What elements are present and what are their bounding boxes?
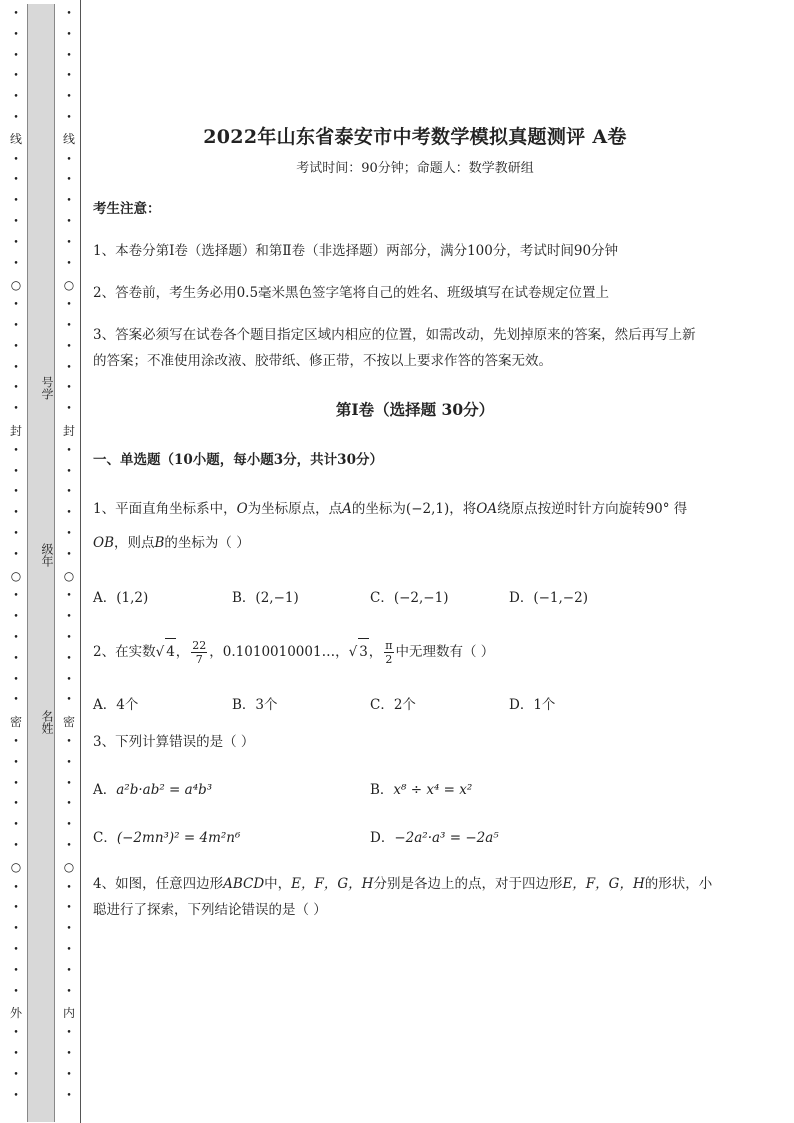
left-margin-dot: • [13, 9, 19, 19]
left-margin-dot: • [13, 986, 19, 997]
left-margin-dot: • [13, 778, 19, 789]
left-margin-marker: 封 [9, 424, 22, 438]
right-margin-dot: • [66, 674, 72, 685]
right-margin-dot: • [66, 217, 72, 227]
right-margin-dot: • [66, 445, 72, 456]
right-margin-dot: • [66, 154, 72, 165]
q2-option-b[interactable]: B．3个 [232, 697, 278, 713]
left-margin-dot: • [13, 508, 19, 519]
left-margin-marker: ○ [10, 860, 22, 874]
q3-option-d[interactable]: D．−2a²·a³ = −2a⁵ [370, 830, 499, 846]
left-margin-dot: • [13, 92, 19, 103]
left-margin-dot: • [13, 50, 19, 61]
q2-option-a[interactable]: A．4个 [93, 697, 139, 713]
left-margin-dot: • [13, 1028, 19, 1039]
left-margin-dot: • [13, 633, 19, 643]
q4-stem-line1: 4、如图，任意四边形ABCD中，E，F，G，H分别是各边上的点，对于四边形E，F，G，H的形状，小 [93, 876, 713, 892]
right-margin-marker: 线 [62, 132, 75, 146]
right-margin-dot: • [66, 924, 72, 935]
right-margin-dot: • [66, 50, 72, 61]
right-margin-dot: • [66, 1049, 72, 1059]
left-margin-marker: ○ [10, 569, 22, 583]
right-margin-dot: • [66, 113, 72, 123]
notice-item-3-line2: 的答案；不准使用涂改液、胶带纸、修正带，不按以上要求作答的答案无效。 [93, 353, 552, 369]
right-margin-marker: ○ [63, 569, 75, 583]
right-margin-dot: • [66, 383, 72, 394]
name-label: 名姓 [40, 710, 54, 734]
left-margin-dot: • [13, 612, 19, 623]
right-margin-dot: • [66, 778, 72, 789]
q1-stem-line1: 1、平面直角坐标系中，O为坐标原点，点A的坐标为(−2,1)，将OA绕原点按逆时针方向旋转90° 得 [93, 501, 688, 517]
right-margin-dot: • [66, 92, 72, 103]
left-margin-dot: • [13, 882, 19, 893]
left-binding-dots [9, 0, 23, 1123]
right-margin-dot: • [66, 612, 72, 623]
right-margin-dot: • [66, 487, 72, 498]
left-margin-dot: • [13, 175, 19, 186]
q1-stem-line2: OB，则点B的坐标为（ ） [93, 535, 250, 551]
left-margin-dot: • [13, 695, 19, 706]
right-margin-dot: • [66, 1028, 72, 1039]
margin-divider [80, 0, 81, 1123]
left-margin-dot: • [13, 113, 19, 123]
q2-option-d[interactable]: D．1个 [509, 697, 556, 713]
left-margin-dot: • [13, 466, 19, 477]
left-margin-dot: • [13, 945, 19, 955]
right-margin-dot: • [66, 757, 72, 768]
right-margin-dot: • [66, 882, 72, 893]
left-margin-dot: • [13, 321, 19, 331]
q1-option-b[interactable]: B．(2,−1) [232, 590, 299, 606]
right-margin-dot: • [66, 945, 72, 955]
left-margin-dot: • [13, 737, 19, 747]
right-margin-dot: • [66, 321, 72, 331]
left-margin-dot: • [13, 217, 19, 227]
right-margin-dot: • [66, 529, 72, 539]
left-margin-dot: • [13, 237, 19, 248]
left-margin-dot: • [13, 924, 19, 935]
left-margin-dot: • [13, 196, 19, 207]
right-margin-dot: • [66, 799, 72, 810]
notice-heading: 考生注意： [93, 201, 161, 217]
section-heading: 一、单选题（10小题，每小题3分，共计30分） [93, 452, 383, 468]
exam-subtitle: 考试时间：90分钟；命题人：数学教研组 [296, 161, 534, 176]
right-margin-marker: 封 [62, 424, 75, 438]
right-margin-dot: • [66, 695, 72, 706]
left-margin-dot: • [13, 404, 19, 415]
left-margin-dot: • [13, 903, 19, 914]
left-margin-dot: • [13, 362, 19, 373]
left-margin-dot: • [13, 258, 19, 269]
right-margin-dot: • [66, 820, 72, 831]
right-margin-dot: • [66, 508, 72, 519]
right-margin-marker: ○ [63, 860, 75, 874]
right-margin-dot: • [66, 258, 72, 269]
q2-option-c[interactable]: C．2个 [370, 697, 416, 713]
right-margin-dot: • [66, 300, 72, 311]
left-margin-dot: • [13, 71, 19, 82]
right-margin-dot: • [66, 71, 72, 82]
q2-stem: 2、在实数√ 4， $\frac{22}{7}$ ，0.1010010001…，√ 3， $\frac{\pi}{2}$ 中无理数有（ ） [93, 639, 495, 666]
right-margin-dot: • [66, 1069, 72, 1080]
notice-item-2: 2、答卷前，考生务必用0.5毫米黑色签字笔将自己的姓名、班级填写在试卷规定位置上 [93, 285, 610, 301]
right-margin-dot: • [66, 9, 72, 19]
left-margin-marker: ○ [10, 278, 22, 292]
right-margin-dot: • [66, 633, 72, 643]
q3-option-a[interactable]: A．a²b·ab² = a⁴b³ [93, 782, 213, 798]
left-margin-marker: 密 [9, 715, 22, 729]
part1-title: 第I卷（选择题 30分） [335, 400, 495, 419]
q1-option-a[interactable]: A．(1,2) [93, 590, 149, 606]
q1-option-c[interactable]: C．(−2,−1) [370, 590, 449, 606]
student-id-label: 号学 [40, 376, 54, 400]
left-margin-dot: • [13, 965, 19, 976]
exam-title: 2022年山东省泰安市中考数学模拟真题测评 A卷 [203, 126, 627, 148]
left-margin-dot: • [13, 1090, 19, 1101]
left-margin-dot: • [13, 383, 19, 394]
right-margin-marker: 密 [62, 715, 75, 729]
left-margin-dot: • [13, 341, 19, 352]
right-margin-dot: • [66, 29, 72, 40]
right-margin-dot: • [66, 903, 72, 914]
q3-stem: 3、下列计算错误的是（ ） [93, 734, 255, 750]
right-margin-dot: • [66, 341, 72, 352]
left-margin-dot: • [13, 1069, 19, 1080]
left-margin-dot: • [13, 445, 19, 456]
right-margin-dot: • [66, 737, 72, 747]
notice-item-3-line1: 3、答案必须写在试卷各个题目指定区域内相应的位置，如需改动，先划掉原来的答案，然后再写上新 [93, 327, 696, 343]
right-margin-marker: ○ [63, 278, 75, 292]
right-margin-dot: • [66, 841, 72, 851]
right-binding-dots [62, 0, 76, 1123]
q4-stem-line2: 聪进行了探索，下列结论错误的是（ ） [93, 902, 327, 918]
right-margin-dot: • [66, 965, 72, 976]
right-margin-dot: • [66, 591, 72, 602]
left-margin-dot: • [13, 674, 19, 685]
right-margin-dot: • [66, 362, 72, 373]
left-margin-dot: • [13, 841, 19, 851]
right-margin-dot: • [66, 175, 72, 186]
left-margin-dot: • [13, 529, 19, 539]
left-margin-dot: • [13, 154, 19, 165]
left-margin-dot: • [13, 29, 19, 40]
right-margin-marker: 内 [62, 1006, 75, 1020]
notice-item-1: 1、本卷分第I卷（选择题）和第Ⅱ卷（非选择题）两部分，满分100分，考试时间90分钟 [93, 243, 619, 259]
right-margin-dot: • [66, 653, 72, 664]
left-margin-dot: • [13, 757, 19, 768]
right-margin-dot: • [66, 237, 72, 248]
right-margin-dot: • [66, 986, 72, 997]
right-margin-dot: • [66, 549, 72, 560]
q1-option-d[interactable]: D．(−1,−2) [509, 590, 588, 606]
right-margin-dot: • [66, 1090, 72, 1101]
left-margin-marker: 线 [9, 132, 22, 146]
left-margin-dot: • [13, 820, 19, 831]
left-margin-dot: • [13, 549, 19, 560]
left-margin-dot: • [13, 653, 19, 664]
left-margin-dot: • [13, 300, 19, 311]
left-margin-dot: • [13, 487, 19, 498]
left-margin-dot: • [13, 1049, 19, 1059]
q3-option-c[interactable]: C．(−2mn³)² = 4m²n⁶ [93, 830, 241, 846]
right-margin-dot: • [66, 196, 72, 207]
grade-label: 级年 [40, 543, 54, 567]
left-margin-dot: • [13, 591, 19, 602]
right-margin-dot: • [66, 404, 72, 415]
q3-option-b[interactable]: B．x⁸ ÷ x⁴ = x² [370, 782, 473, 798]
right-margin-dot: • [66, 466, 72, 477]
left-margin-dot: • [13, 799, 19, 810]
left-margin-marker: 外 [9, 1006, 22, 1020]
